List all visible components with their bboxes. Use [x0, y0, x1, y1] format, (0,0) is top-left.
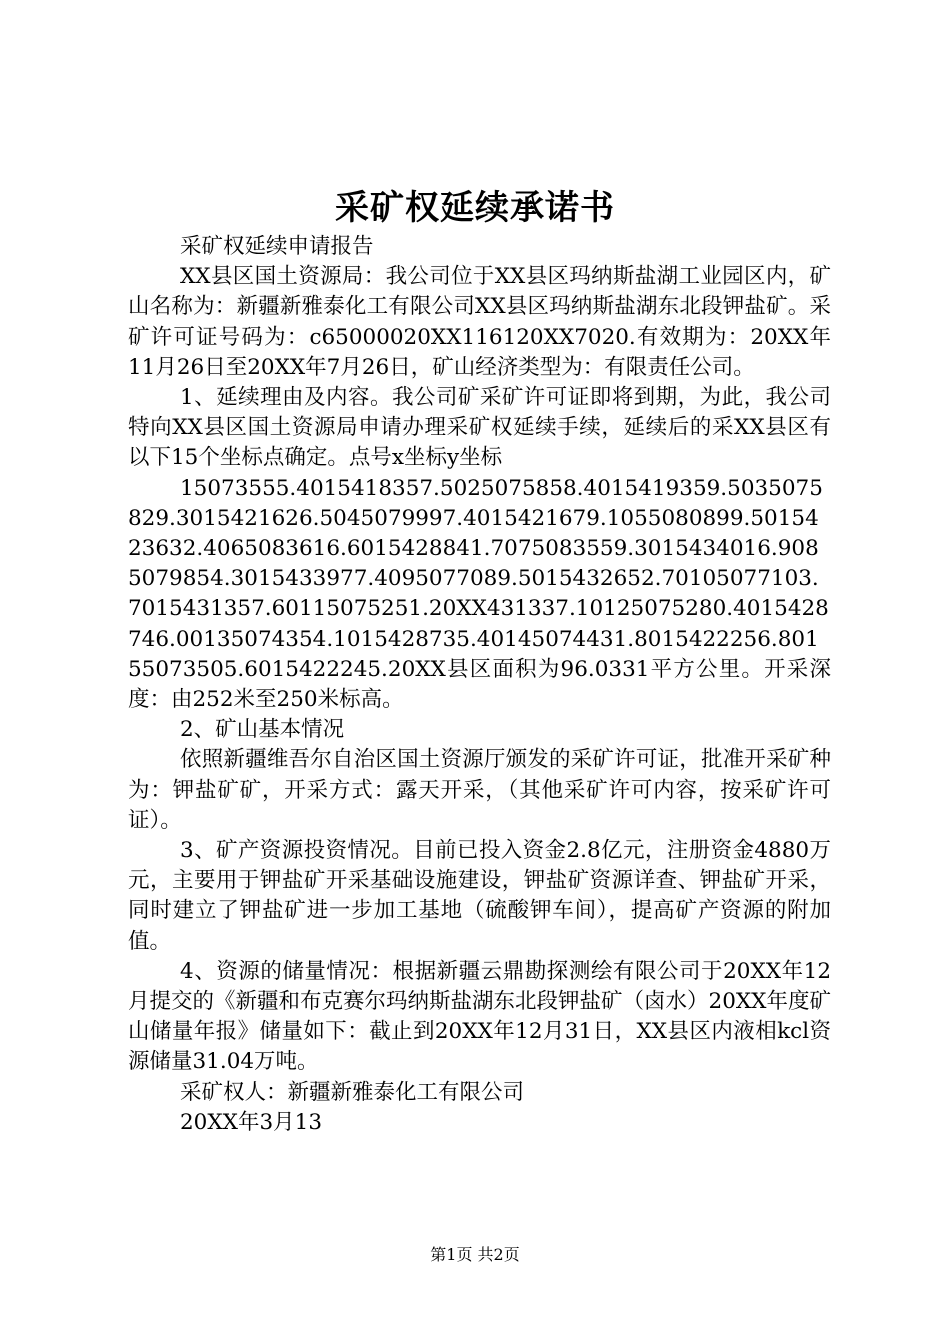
paragraph-renewal-reason: 1、延续理由及内容。我公司矿采矿许可证即将到期，为此，我公司特向XX县区国土资源局申请办理采矿权延续手续，延续后的采XX县区有以下15个坐标点确定。点号x坐标y坐标 [128, 385, 831, 471]
document-title: 采矿权延续承诺书 [335, 188, 615, 228]
paragraph-mine-basic-info: 依照新疆维吾尔自治区国土资源厅颁发的采矿许可证，批准开采矿种为：钾盐矿矿，开采方式：露天开采，（其他采矿许可内容，按采矿许可证）。 [128, 747, 831, 833]
report-subtitle: 采矿权延续申请报告 [180, 234, 374, 259]
paragraph-reserves: 4、资源的储量情况：根据新疆云鼎勘探测绘有限公司于20XX年12月提交的《新疆和布克赛尔玛纳斯盐湖东北段钾盐矿（卤水）20XX年度矿山储量年报》储量如下：截止到20XX年12月31日，XX县区内液相kcl资源储量31.04万吨。 [128, 958, 831, 1075]
paragraph-investment: 3、矿产资源投资情况。目前已投入资金2.8亿元，注册资金4880万元，主要用于钾盐矿开采基础设施建设，钾盐矿资源详查、钾盐矿开采，同时建立了钾盐矿进一步加工基地（硫酸钾车间），提高矿产资源的附加值。 [128, 838, 831, 954]
signer-line: 采矿权人：新疆新雅泰化工有限公司 [180, 1079, 525, 1105]
paragraph-coordinates: 15073555.4015418357.5025075858.4015419359.5035075829.3015421626.5045079997.4015421679.1055080899.5015423632.4065083616.6015428841.7075083559.3015434016.9085079854.3015433977.4095077089.5015432652.70105077103.7015431357.60115075251.20XX431337.10125075280.4015428746.00135074354.1015428735.40145074431.8015422256.80155073505.6015422245.20XX县区面积为96.0331平方公里。开采深度：由252米至250米标高。 [128, 475, 831, 713]
section-heading-mine-basic-info: 2、矿山基本情况 [180, 717, 345, 743]
date-line: 20XX年3月13 [180, 1109, 323, 1135]
paragraph-intro: XX县区国土资源局：我公司位于XX县区玛纳斯盐湖工业园区内，矿山名称为：新疆新雅泰化工有限公司XX县区玛纳斯盐湖东北段钾盐矿。采矿许可证号码为：c65000020XX116120XX7020.有效期为：20XX年11月26日至20XX年7月26日，矿山经济类型为：有限责任公司。 [128, 264, 831, 380]
document-body [128, 232, 831, 1138]
page-footer: 第1页 共2页 [430, 1245, 520, 1264]
